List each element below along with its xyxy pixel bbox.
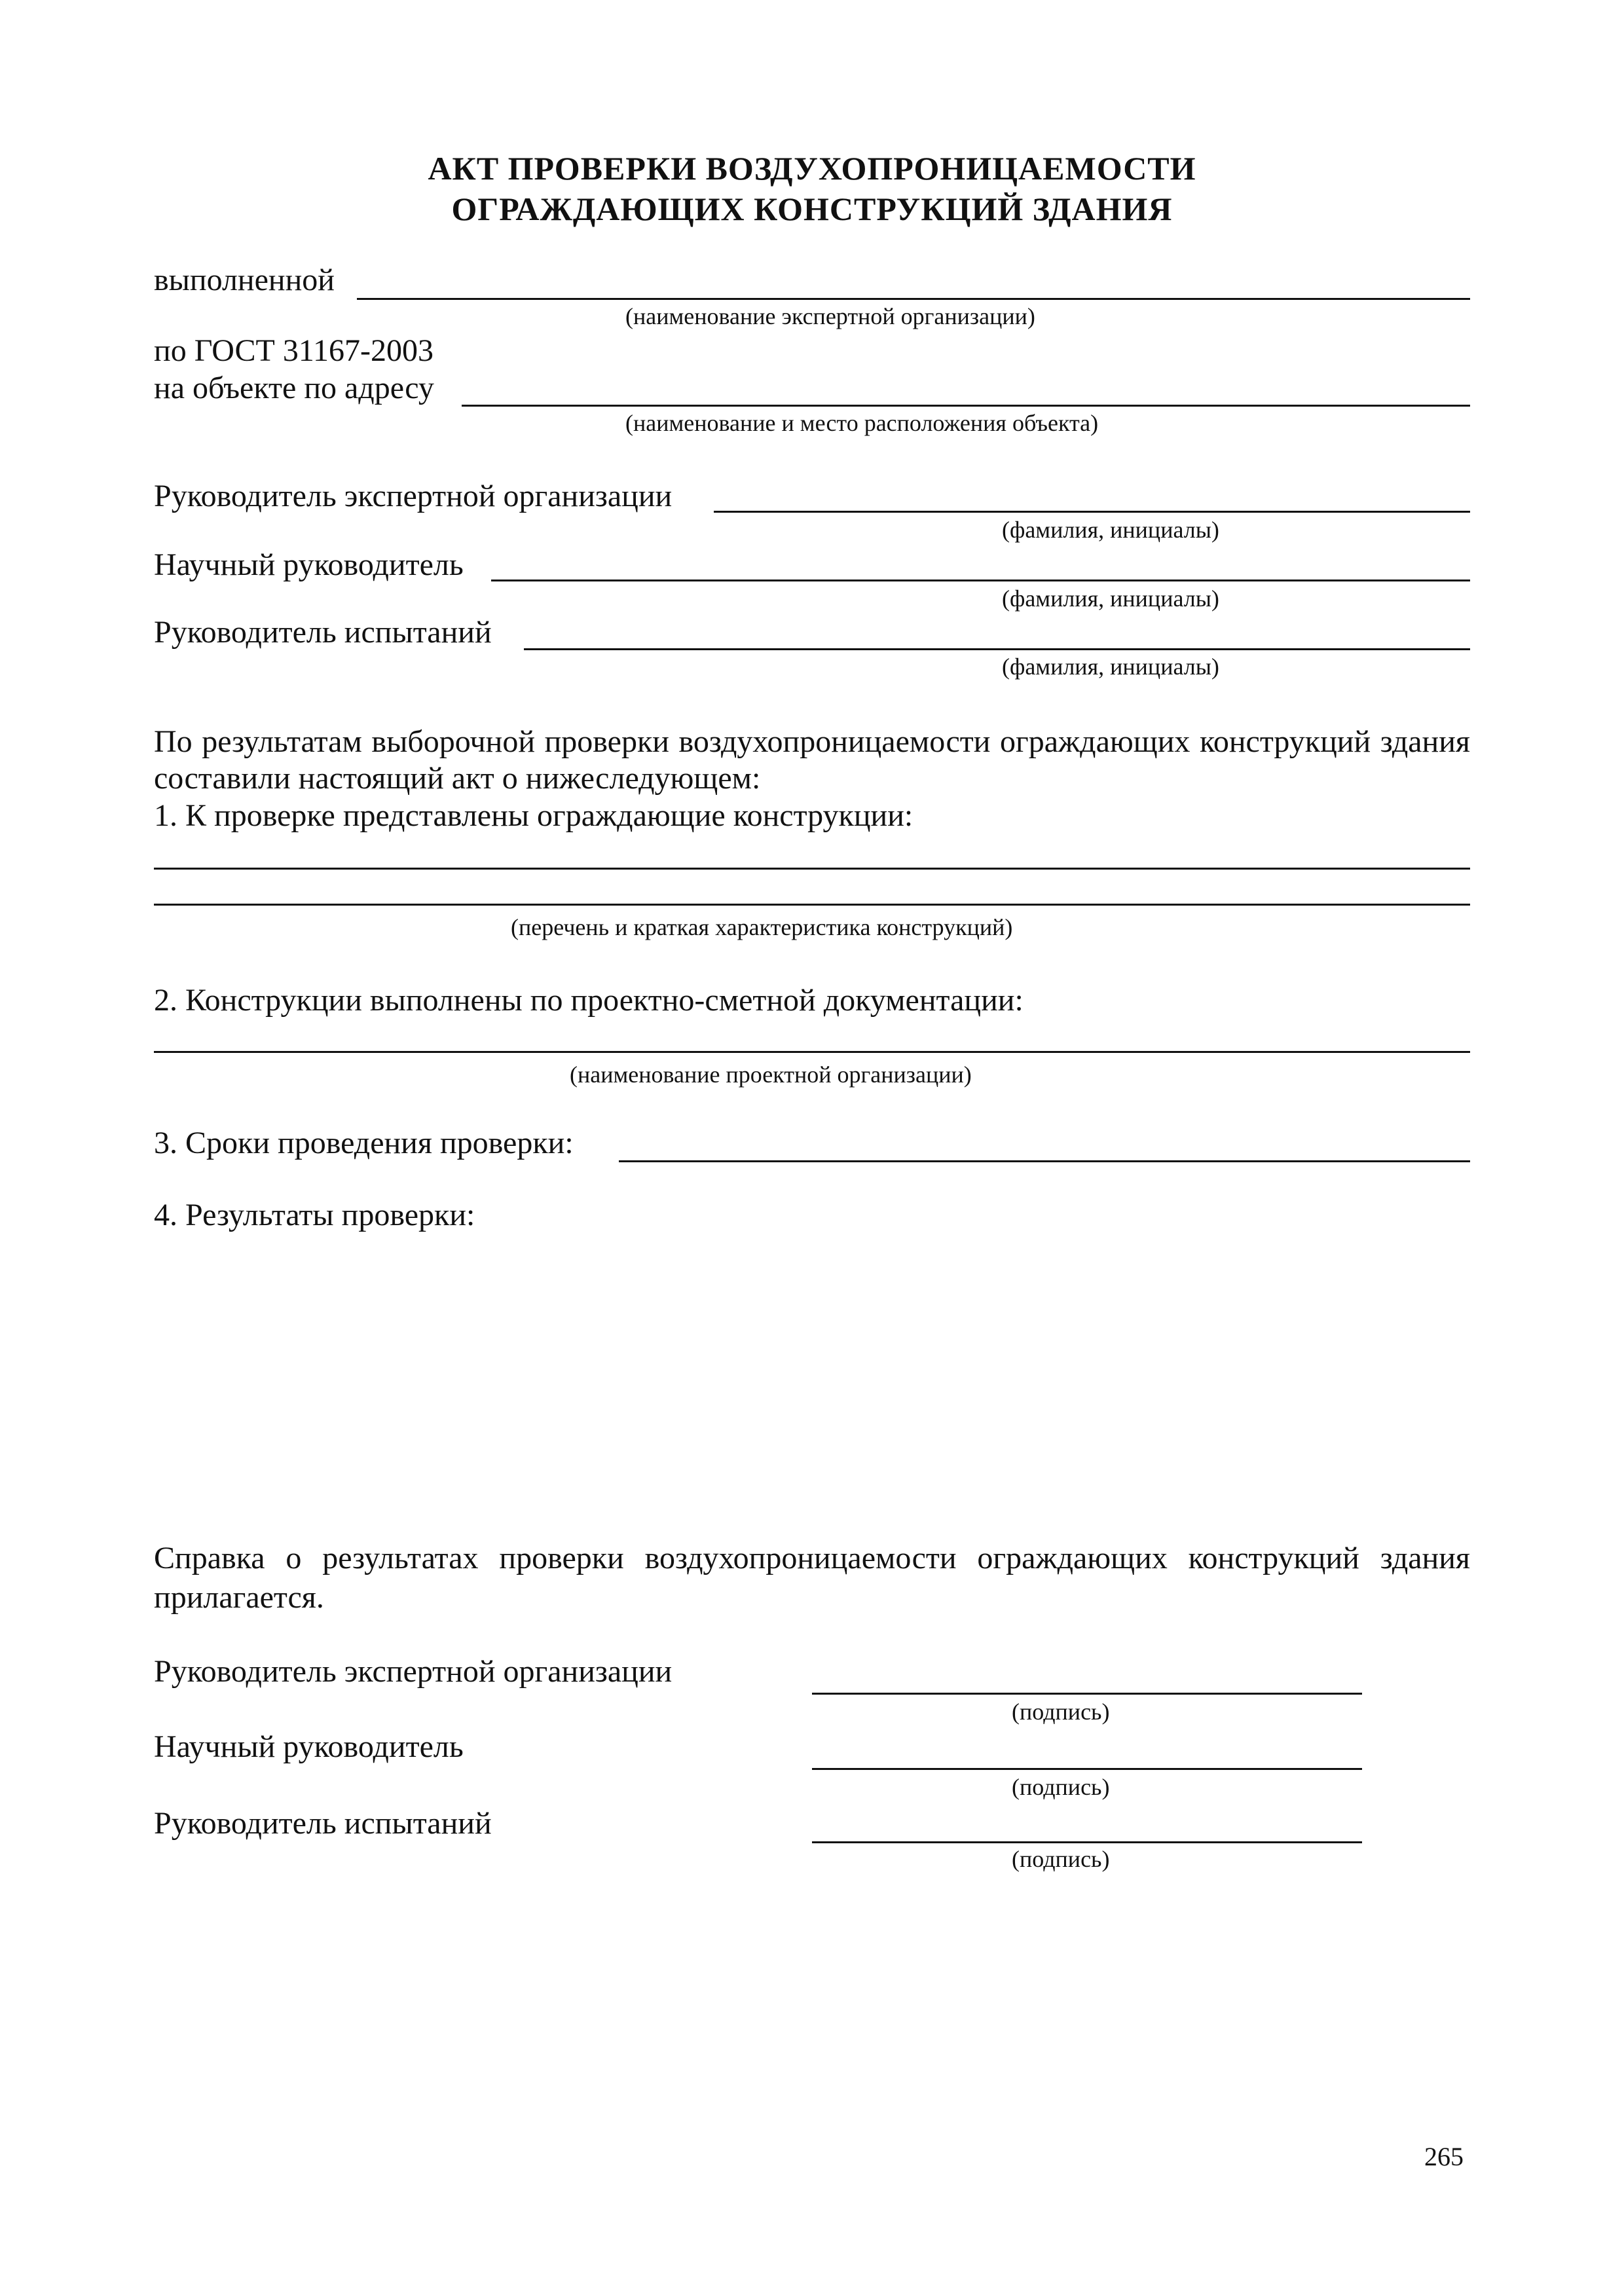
signature-tests-head-field[interactable] <box>812 1841 1362 1843</box>
item-2-caption: (наименование проектной организации) <box>570 1061 972 1088</box>
expert-org-head-name-field[interactable] <box>714 511 1470 513</box>
page-number: 265 <box>1424 2142 1464 2171</box>
expert-org-head-name-caption: (фамилия, инициалы) <box>1002 517 1219 543</box>
performed-by-caption: (наименование экспертной организации) <box>625 303 1035 329</box>
item-1-text: 1. К проверке представлены ограждающие конструкции: <box>154 798 913 833</box>
item-2-text: 2. Конструкции выполнены по проектно-сметной документации: <box>154 983 1024 1018</box>
signature-expert-org-head-field[interactable] <box>812 1693 1362 1695</box>
item-3-field[interactable] <box>619 1160 1470 1162</box>
scientific-supervisor-name-caption: (фамилия, инициалы) <box>1002 585 1219 612</box>
document-title-line-2: ОГРАЖДАЮЩИХ КОНСТРУКЦИЙ ЗДАНИЯ <box>451 191 1173 227</box>
tests-head-label: Руководитель испытаний <box>154 615 492 650</box>
gost-reference: по ГОСТ 31167-2003 <box>154 333 434 368</box>
item-1-field-line-2[interactable] <box>154 904 1470 906</box>
item-2-field[interactable] <box>154 1051 1470 1053</box>
signature-tests-head-caption: (подпись) <box>1012 1846 1110 1872</box>
item-1-caption: (перечень и краткая характеристика конструкций) <box>511 914 1013 940</box>
signature-scientific-supervisor-caption: (подпись) <box>1012 1774 1110 1800</box>
object-address-label: на объекте по адресу <box>154 371 434 405</box>
item-1-field-line-1[interactable] <box>154 868 1470 870</box>
tests-head-name-caption: (фамилия, инициалы) <box>1002 653 1219 680</box>
performed-by-label: выполненной <box>154 263 335 297</box>
scientific-supervisor-label: Научный руководитель <box>154 547 464 582</box>
object-address-caption: (наименование и место расположения объекта) <box>625 410 1099 436</box>
signature-scientific-supervisor-field[interactable] <box>812 1768 1362 1770</box>
attachment-note: Справка о результатах проверки воздухопроницаемости ограждающих конструкций здания прилагается. <box>154 1541 1470 1615</box>
intro-paragraph: По результатам выборочной проверки воздухопроницаемости ограждающих конструкций здания составили настоящий акт о нижеследующем: <box>154 724 1470 796</box>
item-3-text: 3. Сроки проведения проверки: <box>154 1126 574 1160</box>
signature-scientific-supervisor-label: Научный руководитель <box>154 1729 464 1764</box>
performed-by-field[interactable] <box>357 298 1470 300</box>
scientific-supervisor-name-field[interactable] <box>491 580 1470 581</box>
expert-org-head-label: Руководитель экспертной организации <box>154 479 673 513</box>
signature-tests-head-label: Руководитель испытаний <box>154 1806 492 1841</box>
object-address-field[interactable] <box>462 405 1470 407</box>
item-4-text: 4. Результаты проверки: <box>154 1198 475 1232</box>
signature-expert-org-head-label: Руководитель экспертной организации <box>154 1654 673 1689</box>
signature-expert-org-head-caption: (подпись) <box>1012 1699 1110 1725</box>
document-title-line-1: АКТ ПРОВЕРКИ ВОЗДУХОПРОНИЦАЕМОСТИ <box>428 150 1196 187</box>
tests-head-name-field[interactable] <box>524 648 1470 650</box>
